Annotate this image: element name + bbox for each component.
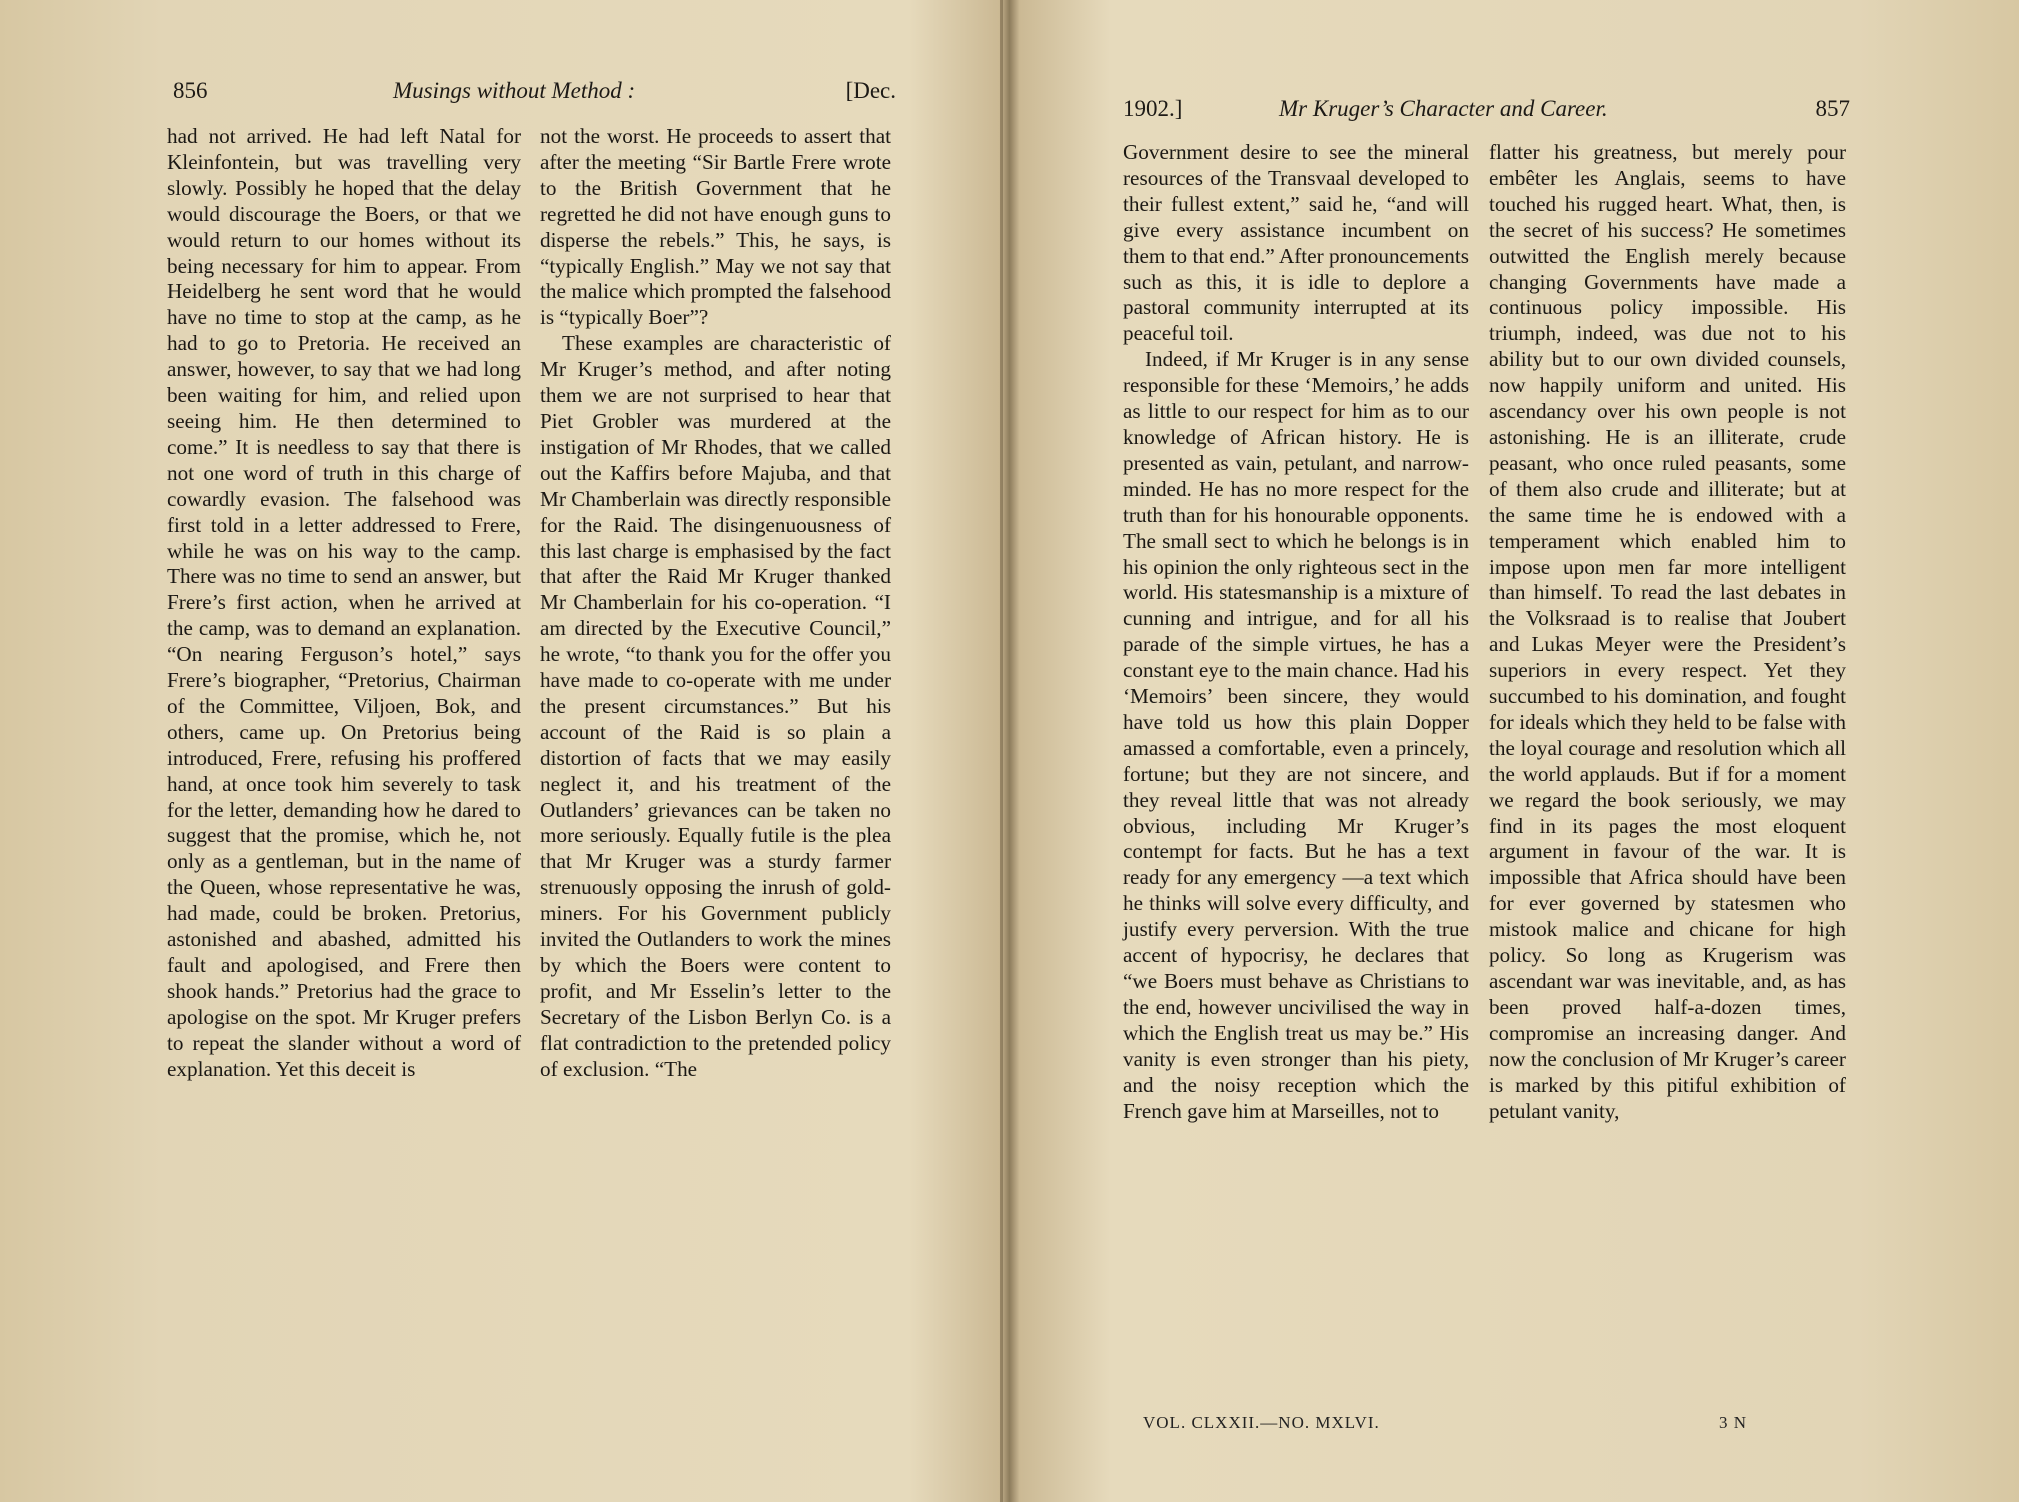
running-head (173, 78, 896, 114)
right-page (1005, 0, 2019, 1502)
running-title: Mr Kruger’s Character and Career. (1279, 96, 1608, 121)
signature-mark: 3 N (1719, 1413, 1748, 1432)
page-number: 857 (1815, 96, 1850, 121)
text-column-2 (540, 124, 891, 1083)
running-title: Musings without Method : (393, 78, 636, 103)
paragraph: had not arrived. He had left Natal for Kleinfontein, but was travelling very slowly. Possibly he hoped that the delay would discourage the Boers, or that we would return to our homes without its being necessary for him to appear. From Heidelberg he sent word that he would have no time to stop at the camp, as he had to go to Pretoria. He received an answer, however, to say that we had long been waiting for him, and relied upon seeing him. He then determined to come.” It is needless to say that there is not one word of truth in this charge of cowardly evasion. The falsehood was first told in a letter addressed to Frere, while he was on his way to the camp. There was no time to send an answer, but Frere’s first action, when he arrived at the camp, was to demand an explanation. “On nearing Ferguson’s hotel,” says Frere’s biographer, “Pretorius, Chairman of the Committee, Viljoen, Bok, and others, came up. On Pretorius being introduced, Frere, refusing his proffered hand, at once took him severely to task for the letter, demanding how he dared to suggest that the promise, which he, not only as a gentleman, but in the name of the Queen, whose representative he was, had made, could be broken. Pretorius, astonished and abashed, admitted his fault and apologised, and Frere then shook hands.” Pretorius had the grace to apologise on the spot. Mr Kruger prefers to repeat the slander without a word of explanation. Yet this deceit is (167, 124, 521, 1081)
text-column-1 (167, 124, 521, 1083)
paragraph: flatter his greatness, but merely pour embêter les Anglais, seems to have touched his rugged heart. What, then, is the secret of his success? He sometimes outwitted the English merely because changing Governments have made a continuous policy impossible. His triumph, indeed, was due not to his ability but to our own divided counsels, now happily uniform and united. His ascendancy over his own people is not astonishing. He is an illiterate, crude peasant, who once ruled peasants, some of them also crude and illiterate; but at the same time he is endowed with a temperament which enabled him to impose upon men far more intelligent than himself. To read the last debates in the Volksraad is to realise that Joubert and Lukas Meyer were the President’s superiors in every respect. Yet they succumbed to his domination, and fought for ideals which they held to be false with the loyal courage and resolution which all the world applauds. But if for a moment we regard the book seriously, we may find in its pages the most eloquent argument in favour of the war. It is impossible that Africa should have been for ever governed by statesmen who mistook malice and chicane for high policy. So long as Krugerism was ascendant war was inevitable, and, as has been proved half-a-dozen times, compromise an increasing danger. And now the conclusion of Mr Kruger’s career is marked by this pitiful exhibition of petulant vanity, (1489, 140, 1846, 1123)
paragraph: These examples are characteristic of Mr Kruger’s method, and after noting them we are not surprised to hear that Piet Grobler was murdered at the instigation of Mr Rhodes, that we called out the Kaffirs before Majuba, and that Mr Chamberlain was directly responsible for the Raid. The disingenuousness of this last charge is emphasised by the fact that after the Raid Mr Kruger thanked Mr Chamberlain for his co-operation. “I am directed by the Executive Council,” he wrote, “to thank you for the offer you have made to co-operate with me under the present circumstances.” But his account of the Raid is so plain a distortion of facts that we may easily neglect it, and his treatment of the Outlanders’ grievances can be taken no more seriously. Equally futile is the plea that Mr Kruger was a sturdy farmer strenuously opposing the inrush of gold-miners. For his Government publicly invited the Outlanders to work the mines by which the Boers were content to profit, and Mr Esselin’s letter to the Secretary of the Lisbon Berlyn Co. is a flat contradiction to the pretended policy of exclusion. “The (540, 331, 891, 1081)
text-column-2 (1489, 140, 1846, 1124)
left-page (0, 0, 1005, 1502)
running-date: [Dec. (845, 78, 896, 103)
paragraph: not the worst. He proceeds to assert that after the meeting “Sir Bartle Frere wrote to the British Government that he regretted he did not have enough guns to disperse the rebels.” This, he says, is “typically English.” May we not say that the malice which prompted the falsehood is “typically Boer”? (540, 124, 891, 330)
running-year: 1902.] (1123, 96, 1183, 121)
running-head (1123, 96, 1850, 132)
paragraph: Indeed, if Mr Kruger is in any sense responsible for these ‘Memoirs,’ he adds as little to our respect for him as to our knowledge of African history. He is presented as vain, petulant, and narrow-minded. He has no more respect for the truth than for his honourable opponents. The small sect to which he belongs is in his opinion the only righteous sect in the world. His statesmanship is a mixture of cunning and intrigue, and for all his parade of the simple virtues, he has a constant eye to the main chance. Had his ‘Memoirs’ been sincere, they would have told us how this plain Dopper amassed a comfortable, even a princely, fortune; but they are not sincere, and they reveal little that was not already obvious, including Mr Kruger’s contempt for facts. But he has a text ready for any emergency —a text which he thinks will solve every difficulty, and justify every perversion. With the true accent of hypocrisy, he declares that “we Boers must behave as Christians to the end, however uncivilised the way in which the English treat us may be.” His vanity is even stronger than his piety, and the noisy reception which the French gave him at Marseilles, not to (1123, 347, 1469, 1123)
paragraph: Government desire to see the mineral resources of the Transvaal developed to their fullest extent,” said he, “and will give every assistance incumbent on them to that end.” After pronouncements such as this, it is idle to deplore a pastoral community interrupted at its peaceful toil. (1123, 140, 1469, 346)
signature-line: VOL. CLXXII.—NO. MXLVI. (1143, 1413, 1380, 1432)
text-column-1 (1123, 140, 1469, 1124)
page-number: 856 (173, 78, 208, 103)
